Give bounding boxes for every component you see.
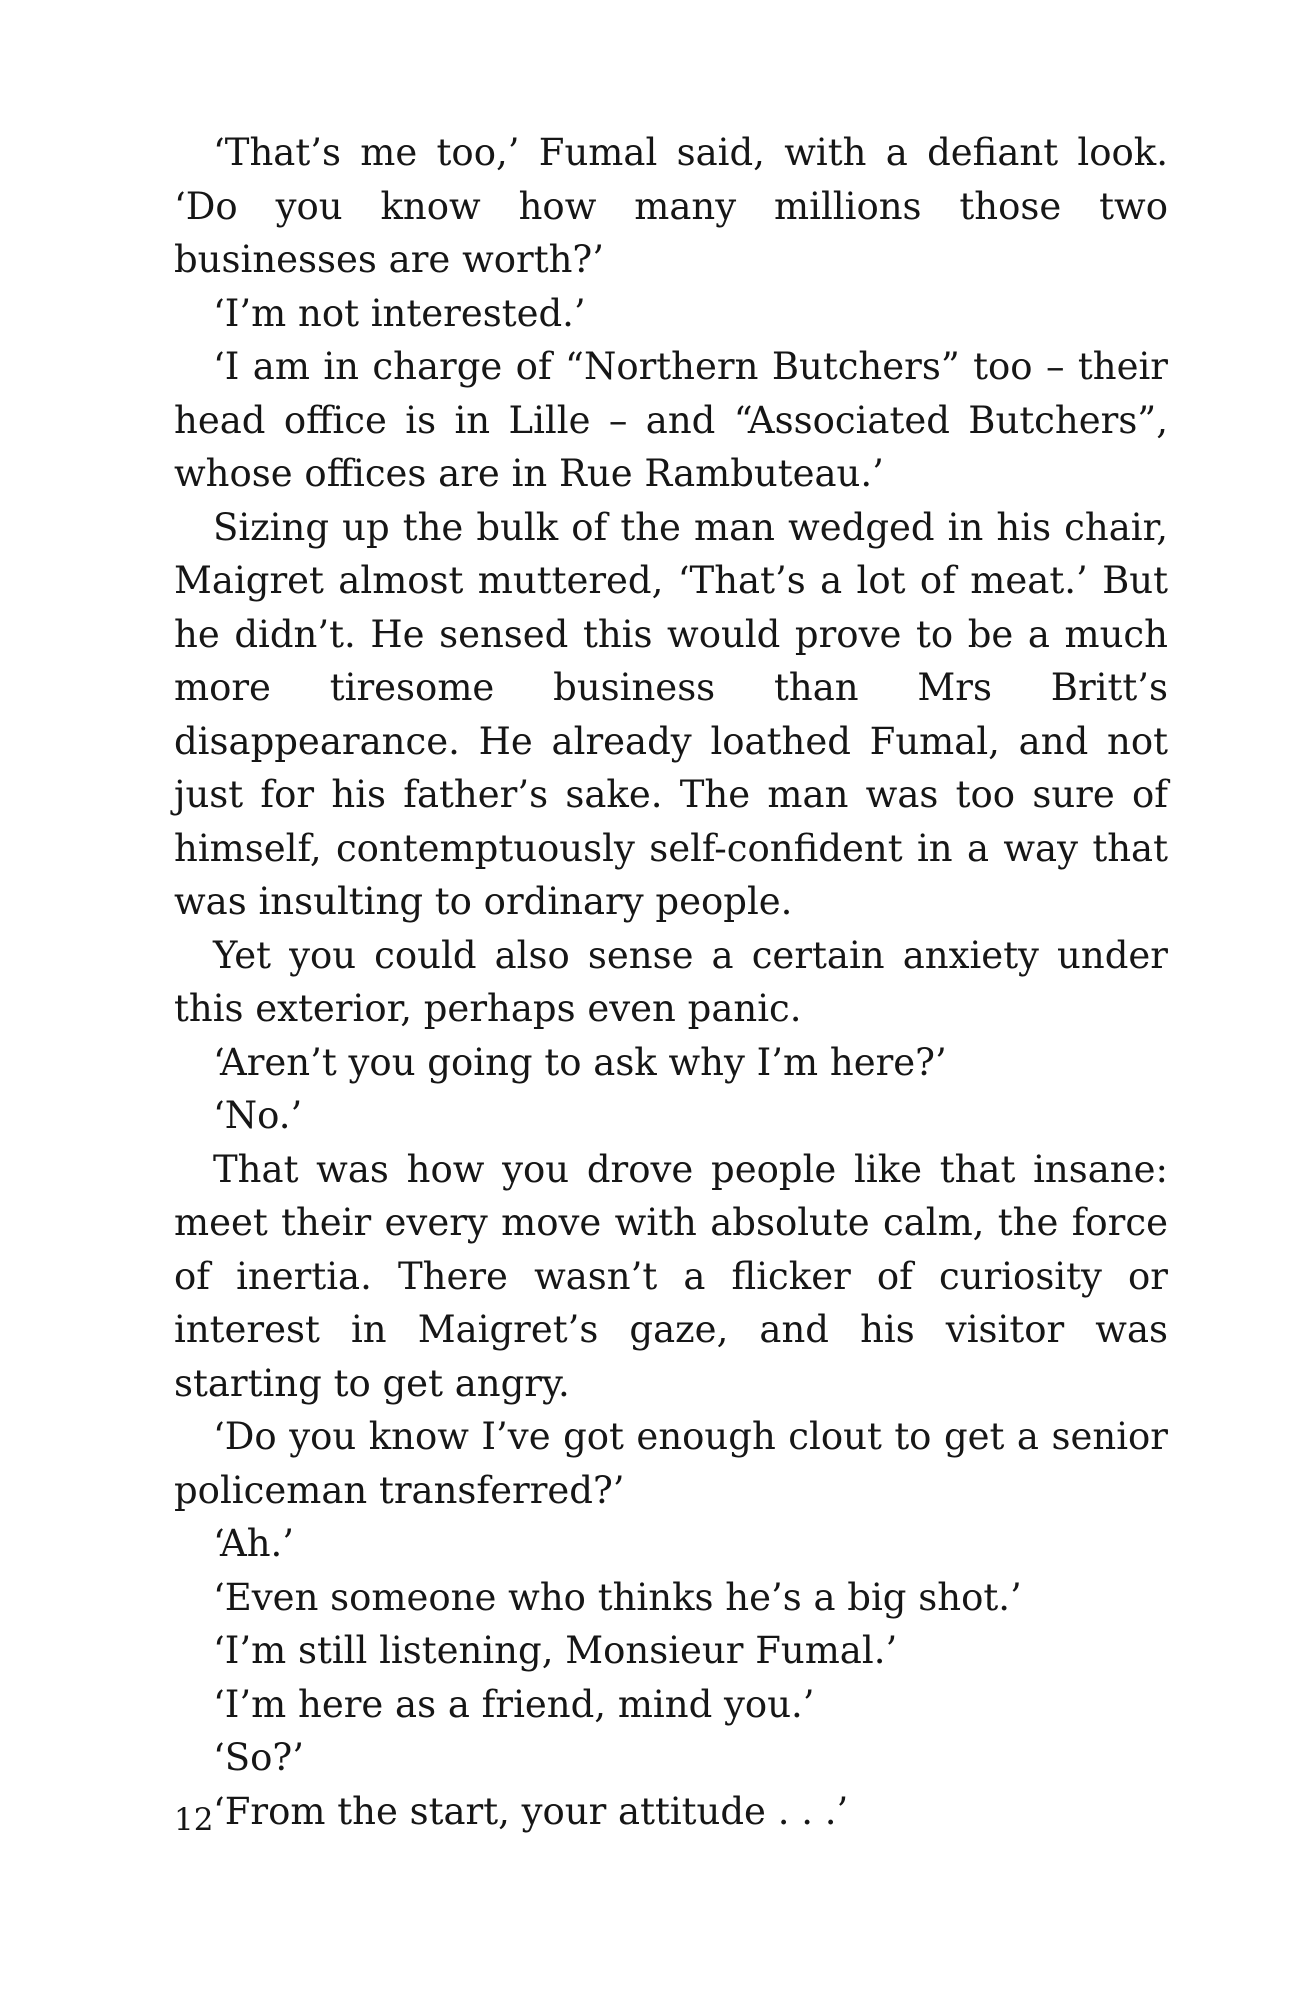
- paragraph: ‘Ah.’: [213, 1522, 295, 1565]
- paragraph: ‘No.’: [213, 1094, 303, 1137]
- paragraph: ‘I’m still listening, Monsieur Fumal.’: [213, 1629, 898, 1672]
- paragraph: ‘From the start, your attitude . . .’: [213, 1789, 849, 1833]
- paragraph: ‘Do you know I’ve got enough clout to get a senior policeman transferred?’: [174, 1415, 1168, 1512]
- paragraph: ‘I am in charge of “Northern Butchers” too – their head office is in Lille – and “Associated Butchers”, whose offices are in Rue Rambuteau.’: [174, 345, 1168, 495]
- paragraph: That was how you drove people like that insane: meet their every move with absolute calm, the force of inertia. There wasn’t a flicker of curiosity or interest in Maigret’s gaze, and his visitor was starting to get angry.: [174, 1147, 1168, 1405]
- body-text: [174, 126, 1168, 1838]
- paragraph: Sizing up the bulk of the man wedged in his chair, Maigret almost muttered, ‘That’s a lot of meat.’ But he didn’t. He sensed this would prove to be a much more tiresome business than Mrs Britt’s disappearance. He already loathed Fumal, and not just for his father’s sake. The man was too sure of himself, contemptuously self-confident in a way that was insulting to ordinary people.: [174, 505, 1168, 923]
- page-number: 12: [174, 1802, 214, 1838]
- paragraph: ‘I’m not interested.’: [213, 291, 586, 335]
- paragraph: ‘That’s me too,’ Fumal said, with a defiant look. ‘Do you know how many millions those two businesses are worth?’: [174, 131, 1168, 281]
- paragraph: ‘I’m here as a friend, mind you.’: [213, 1682, 815, 1726]
- paragraph: Yet you could also sense a certain anxiety under this exterior, perhaps even panic.: [174, 933, 1168, 1030]
- paragraph: ‘Even someone who thinks he’s a big shot.’: [213, 1575, 1022, 1619]
- paragraph: ‘Aren’t you going to ask why I’m here?’: [213, 1040, 947, 1084]
- paragraph: ‘So?’: [213, 1736, 304, 1779]
